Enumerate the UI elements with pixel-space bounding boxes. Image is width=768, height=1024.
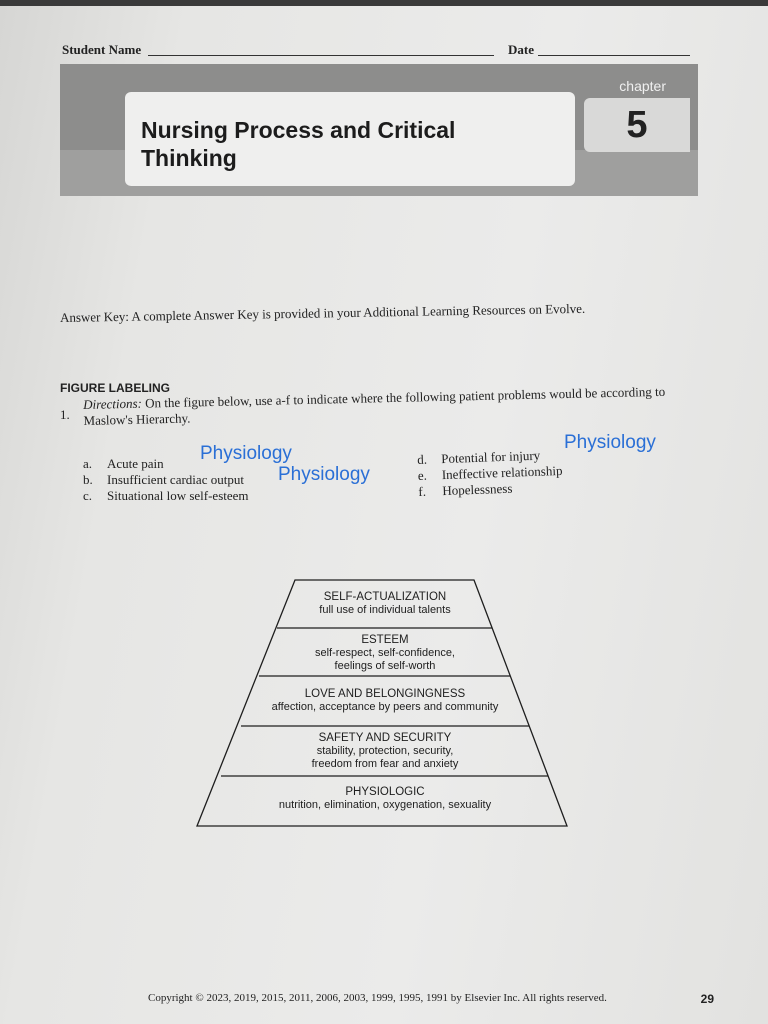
option-key: c. bbox=[83, 488, 93, 503]
level-description: stability, protection, security, bbox=[316, 745, 454, 757]
pyramid-level-physiologic bbox=[190, 786, 580, 812]
question-number: 1. bbox=[60, 407, 70, 422]
option-key: a. bbox=[83, 456, 93, 471]
option-c bbox=[83, 488, 249, 504]
student-name-label: Student Name bbox=[62, 42, 142, 57]
pyramid-level-self-actualization bbox=[190, 591, 580, 617]
workbook-page bbox=[0, 6, 768, 1024]
answer-b-handwritten: Physiology bbox=[278, 464, 370, 485]
pyramid-level-safety-security bbox=[190, 732, 580, 771]
answer-a-handwritten: Physiology bbox=[200, 443, 292, 464]
title-box bbox=[125, 92, 575, 186]
pyramid-level-esteem bbox=[190, 634, 580, 673]
level-heading: LOVE AND BELONGINGNESS bbox=[304, 688, 466, 700]
level-description: affection, acceptance by peers and community bbox=[271, 701, 499, 713]
chapter-label: chapter bbox=[619, 78, 666, 94]
option-label: Potential for injury bbox=[440, 447, 541, 467]
option-label: Ineffective relationship bbox=[441, 462, 563, 483]
answer-d-handwritten: Physiology bbox=[564, 432, 656, 453]
section-heading: FIGURE LABELING bbox=[60, 381, 170, 395]
directions-label: Directions: bbox=[83, 395, 143, 412]
level-heading: PHYSIOLOGIC bbox=[345, 786, 425, 798]
level-description: full use of individual talents bbox=[319, 604, 451, 616]
directions-text: On the figure below, use a-f to indicate where the following patient problems would be according to Maslow's Hierarchy. bbox=[83, 383, 666, 428]
page-number: 29 bbox=[700, 992, 714, 1006]
copyright-footer: Copyright © 2023, 2019, 2015, 2011, 2006, 2003, 1999, 1995, 1991 by Elsevier Inc. All rights reserved. bbox=[148, 992, 607, 1004]
option-f bbox=[418, 481, 513, 500]
student-info-row bbox=[62, 40, 690, 60]
maslow-pyramid bbox=[190, 576, 580, 836]
level-description: nutrition, elimination, oxygenation, sexuality bbox=[278, 799, 492, 811]
chapter-number: 5 bbox=[626, 104, 648, 146]
chapter-title: Nursing Process and Critical Thinking bbox=[141, 117, 456, 171]
option-key: e. bbox=[417, 467, 428, 483]
option-label: Acute pain bbox=[107, 456, 164, 471]
chapter-number-box bbox=[584, 98, 690, 152]
level-heading: SAFETY AND SECURITY bbox=[318, 732, 452, 744]
option-a bbox=[83, 456, 164, 472]
option-label: Situational low self-esteem bbox=[107, 488, 249, 503]
option-label: Hopelessness bbox=[442, 480, 513, 499]
option-key: b. bbox=[83, 472, 93, 487]
level-description: self-respect, self-confidence, bbox=[314, 647, 455, 659]
level-description: feelings of self-worth bbox=[334, 660, 436, 672]
option-key: d. bbox=[417, 451, 428, 467]
answer-key-note: Answer Key: A complete Answer Key is provided in your Additional Learning Resources on Evolve. bbox=[59, 300, 586, 325]
level-description: freedom from fear and anxiety bbox=[311, 758, 459, 770]
level-heading: ESTEEM bbox=[361, 634, 409, 646]
level-heading: SELF-ACTUALIZATION bbox=[323, 591, 447, 603]
date-line bbox=[538, 55, 690, 56]
option-key: f. bbox=[418, 483, 427, 499]
date-label: Date bbox=[508, 42, 534, 57]
student-name-line bbox=[148, 55, 494, 56]
pyramid-level-love-belongingness bbox=[190, 688, 580, 714]
option-label: Insufficient cardiac output bbox=[107, 472, 244, 487]
question-text bbox=[83, 383, 694, 429]
chapter-banner bbox=[60, 64, 698, 196]
option-b bbox=[83, 472, 244, 488]
